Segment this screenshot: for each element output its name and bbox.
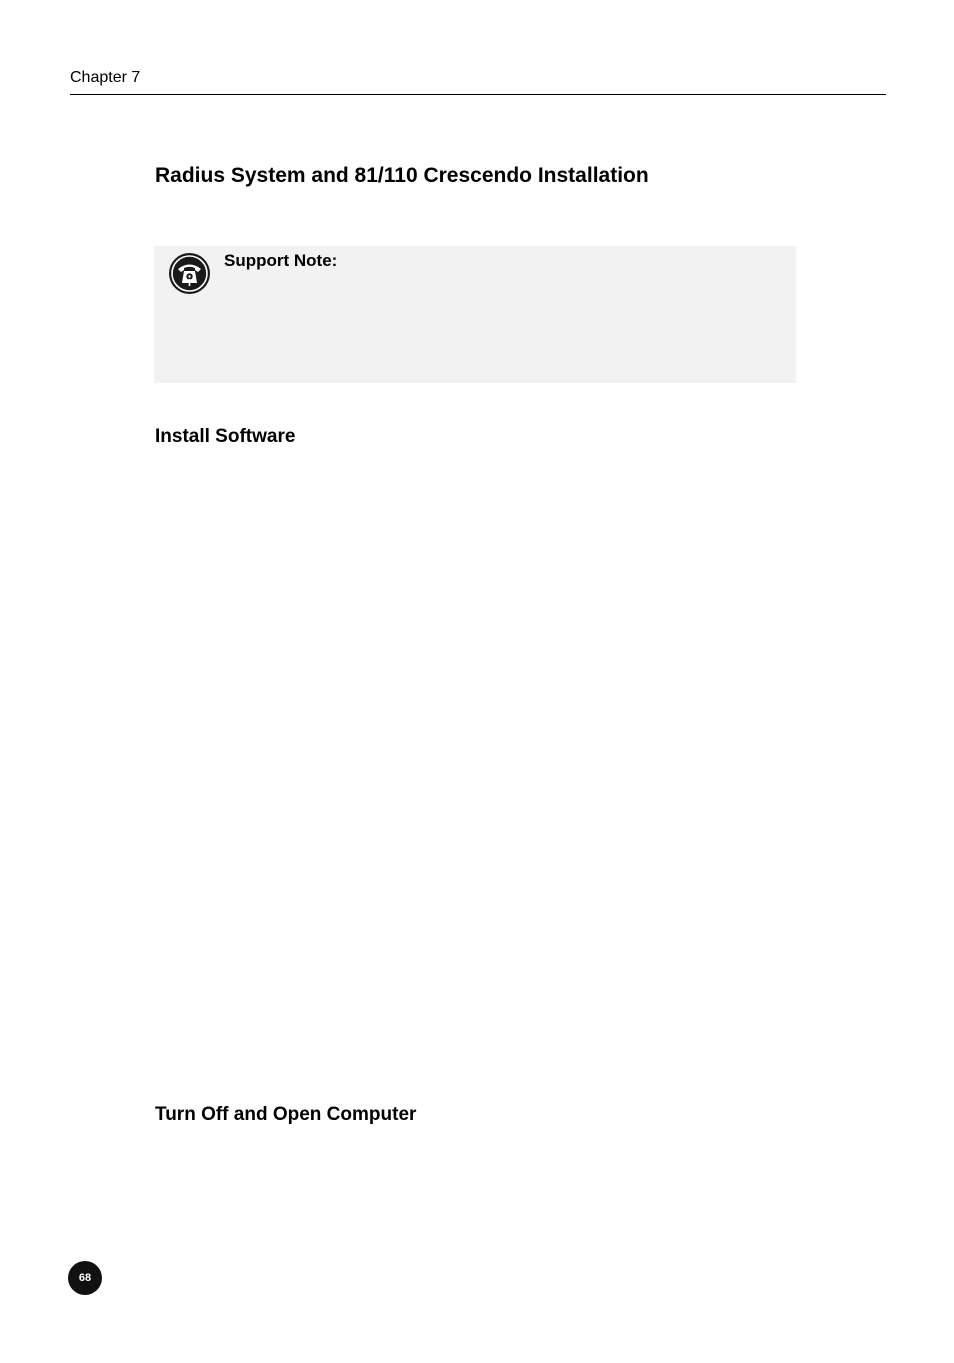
header-rule xyxy=(70,94,886,95)
support-note-box xyxy=(154,246,796,383)
turn-off-heading: Turn Off and Open Computer xyxy=(155,1104,417,1125)
page-number: 68 xyxy=(68,1261,102,1295)
install-software-heading: Install Software xyxy=(155,426,296,447)
running-header: Chapter 7 xyxy=(70,69,141,86)
support-note-label: Support Note: xyxy=(224,251,338,270)
telephone-icon xyxy=(168,252,211,295)
section-title: Radius System and 81/110 Crescendo Installation xyxy=(155,164,649,187)
